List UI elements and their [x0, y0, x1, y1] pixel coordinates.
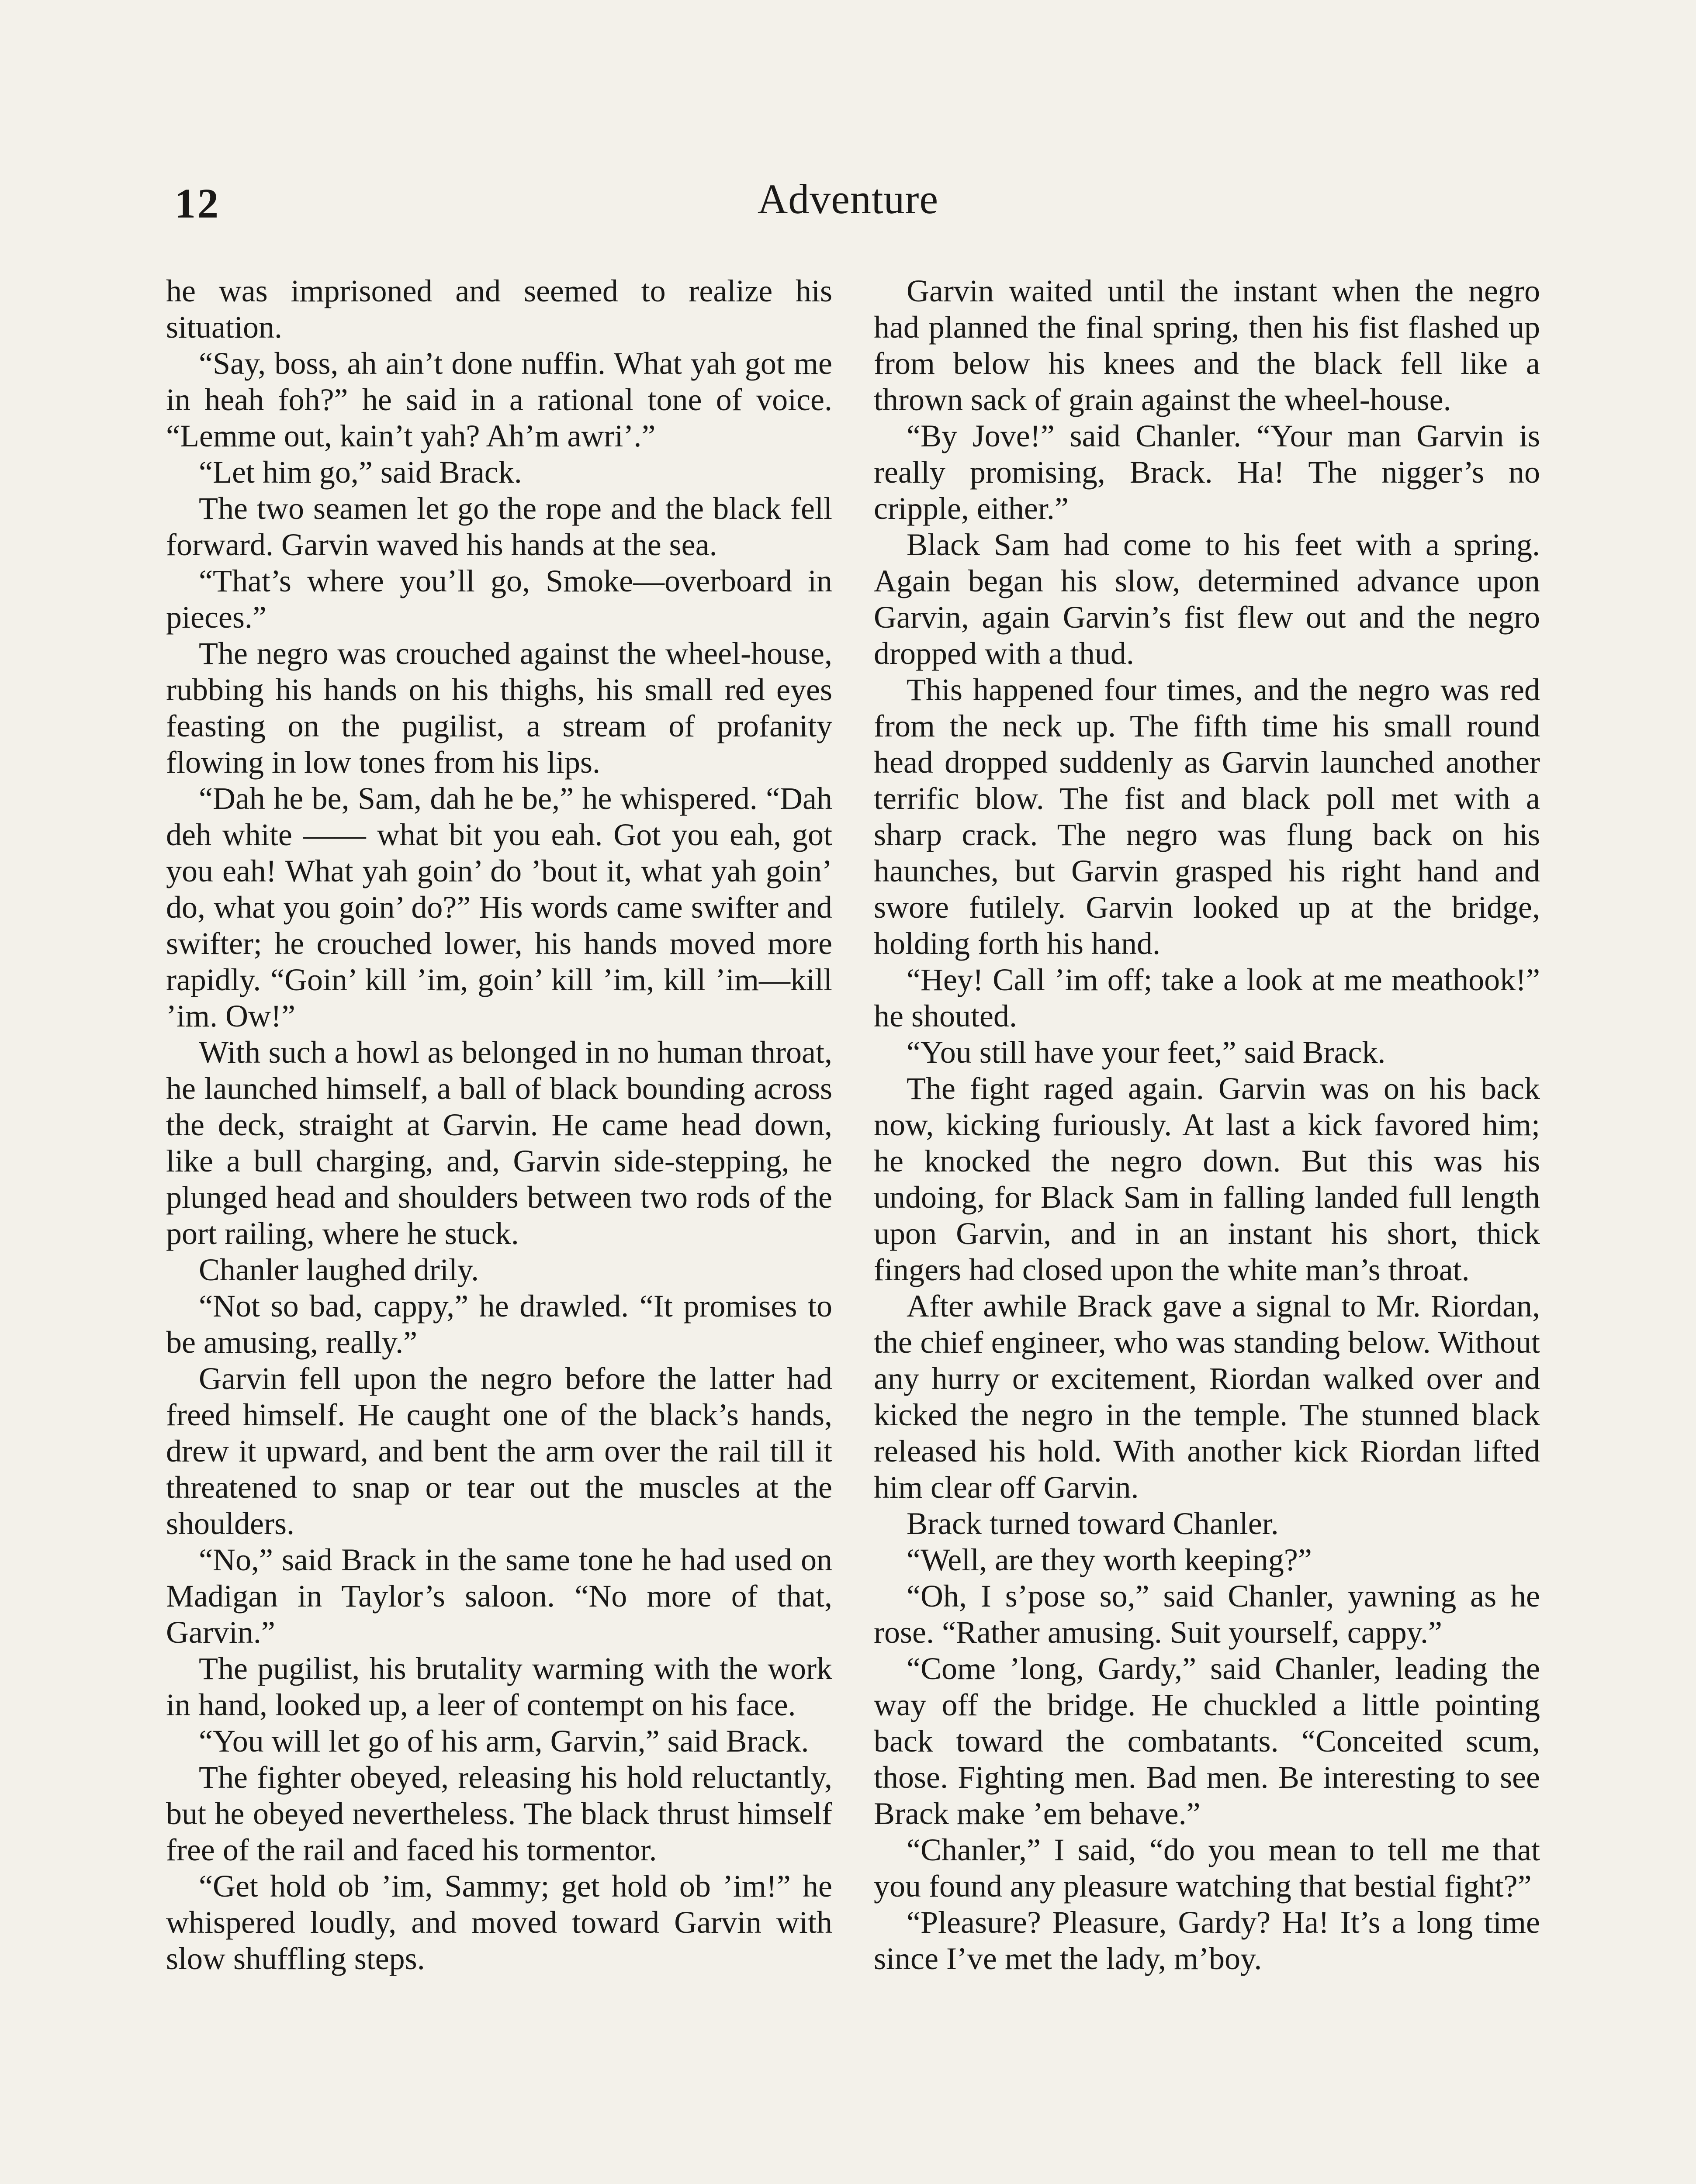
paragraph: Brack turned toward Chanler. — [907, 1506, 1279, 1541]
paragraph: The two seamen let go the rope and the black fell forward. Garvin waved his hands at the sea. — [166, 491, 832, 562]
paragraph: “Get hold ob ’im, Sammy; get hold ob ’im!” he whispered loudly, and moved toward Garvin with slow shuffling steps. — [166, 1869, 832, 1976]
paragraph: Garvin fell upon the negro before the latter had freed himself. He caught one of the black’s hands, drew it upward, and bent the arm over the rail till it threatened to snap or tear out the muscles at the shoulders. — [166, 1361, 832, 1541]
right-column — [874, 273, 1540, 1977]
paragraph: “You will let go of his arm, Garvin,” said Brack. — [199, 1724, 809, 1759]
paragraph: After awhile Brack gave a signal to Mr. Riordan, the chief engineer, who was standing below. Without any hurry or excitement, Riordan walked over and kicked the negro in the temple. The stunned black released his hold. With another kick Riordan lifted him clear off Garvin. — [874, 1289, 1540, 1505]
paragraph: “Oh, I s’pose so,” said Chanler, yawning as he rose. “Rather amusing. Suit yourself, cappy.” — [874, 1579, 1540, 1650]
paragraph: This happened four times, and the negro was red from the neck up. The fifth time his small round head dropped suddenly as Garvin launched another terrific blow. The fist and black poll met with a sharp crack. The negro was flung back on his haunches, but Garvin grasped his right hand and swore futilely. Garvin looked up at the bridge, holding forth his hand. — [874, 672, 1540, 961]
paragraph: With such a howl as belonged in no human throat, he launched himself, a ball of black bounding across the deck, straight at Garvin. He came head down, like a bull charging, and, Garvin side-stepping, he plunged head and shoulders between two rods of the port railing, where he stuck. — [166, 1035, 832, 1251]
paragraph: “By Jove!” said Chanler. “Your man Garvin is really promising, Brack. Ha! The nigger’s no cripple, either.” — [874, 418, 1540, 526]
paragraph: “You still have your feet,” said Brack. — [907, 1035, 1386, 1070]
left-column — [166, 273, 832, 1977]
page-number: 12 — [175, 180, 220, 227]
paragraph: “No,” said Brack in the same tone he had used on Madigan in Taylor’s saloon. “No more of that, Garvin.” — [166, 1542, 832, 1650]
paragraph: “Chanler,” I said, “do you mean to tell me that you found any pleasure watching that bestial fight?” — [874, 1832, 1540, 1904]
paragraph: “Well, are they worth keeping?” — [907, 1542, 1312, 1577]
paragraph: The fight raged again. Garvin was on his back now, kicking furiously. At last a kick favored him; he knocked the negro down. But this was his undoing, for Black Sam in falling landed full length upon Garvin, and in an instant his short, thick fingers had closed upon the white man’s throat. — [874, 1071, 1540, 1287]
paragraph: Chanler laughed drily. — [199, 1252, 479, 1287]
paragraph: The negro was crouched against the wheel-house, rubbing his hands on his thighs, his small red eyes feasting on the pugilist, a stream of profanity flowing in low tones from his lips. — [166, 636, 832, 780]
paragraph: “That’s where you’ll go, Smoke—overboard in pieces.” — [166, 563, 832, 635]
paragraph: “Say, boss, ah ain’t done nuffin. What yah got me in heah foh?” he said in a rational tone of voice. “Lemme out, kain’t yah? Ah’m awri’.” — [166, 346, 832, 453]
paragraph: Black Sam had come to his feet with a spring. Again began his slow, determined advance upon Garvin, again Garvin’s fist flew out and the negro dropped with a thud. — [874, 527, 1540, 671]
paragraph: “Dah he be, Sam, dah he be,” he whispered. “Dah deh white —— what bit you eah. Got you eah, got you eah! What yah goin’ do ’bout it, what yah goin’ do, what you goin’ do?” His words came swifter and swifter; he crouched lower, his hands moved more rapidly. “Goin’ kill ’im, goin’ kill ’im, kill ’im—kill ’im. Ow!” — [166, 781, 832, 1033]
magazine-title: Adventure — [757, 176, 939, 222]
paragraph: The pugilist, his brutality warming with the work in hand, looked up, a leer of contempt on his face. — [166, 1651, 832, 1722]
paragraph: The fighter obeyed, releasing his hold reluctantly, but he obeyed nevertheless. The black thrust himself free of the rail and faced his tormentor. — [166, 1760, 832, 1867]
paragraph: Garvin waited until the instant when the negro had planned the final spring, then his fist flashed up from below his knees and the black fell like a thrown sack of grain against the wheel-house. — [874, 273, 1540, 417]
paragraph: “Let him go,” said Brack. — [199, 455, 522, 490]
paragraph: he was imprisoned and seemed to realize his situation. — [166, 273, 832, 345]
paragraph: “Hey! Call ’im off; take a look at me meathook!” he shouted. — [874, 962, 1540, 1033]
paragraph: “Pleasure? Pleasure, Gardy? Ha! It’s a long time since I’ve met the lady, m’boy. — [874, 1905, 1540, 1976]
paragraph: “Come ’long, Gardy,” said Chanler, leading the way off the bridge. He chuckled a little pointing back toward the combatants. “Conceited scum, those. Fighting men. Bad men. Be interesting to see Brack make ’em behave.” — [874, 1651, 1540, 1831]
paragraph: “Not so bad, cappy,” he drawled. “It promises to be amusing, really.” — [166, 1289, 832, 1360]
